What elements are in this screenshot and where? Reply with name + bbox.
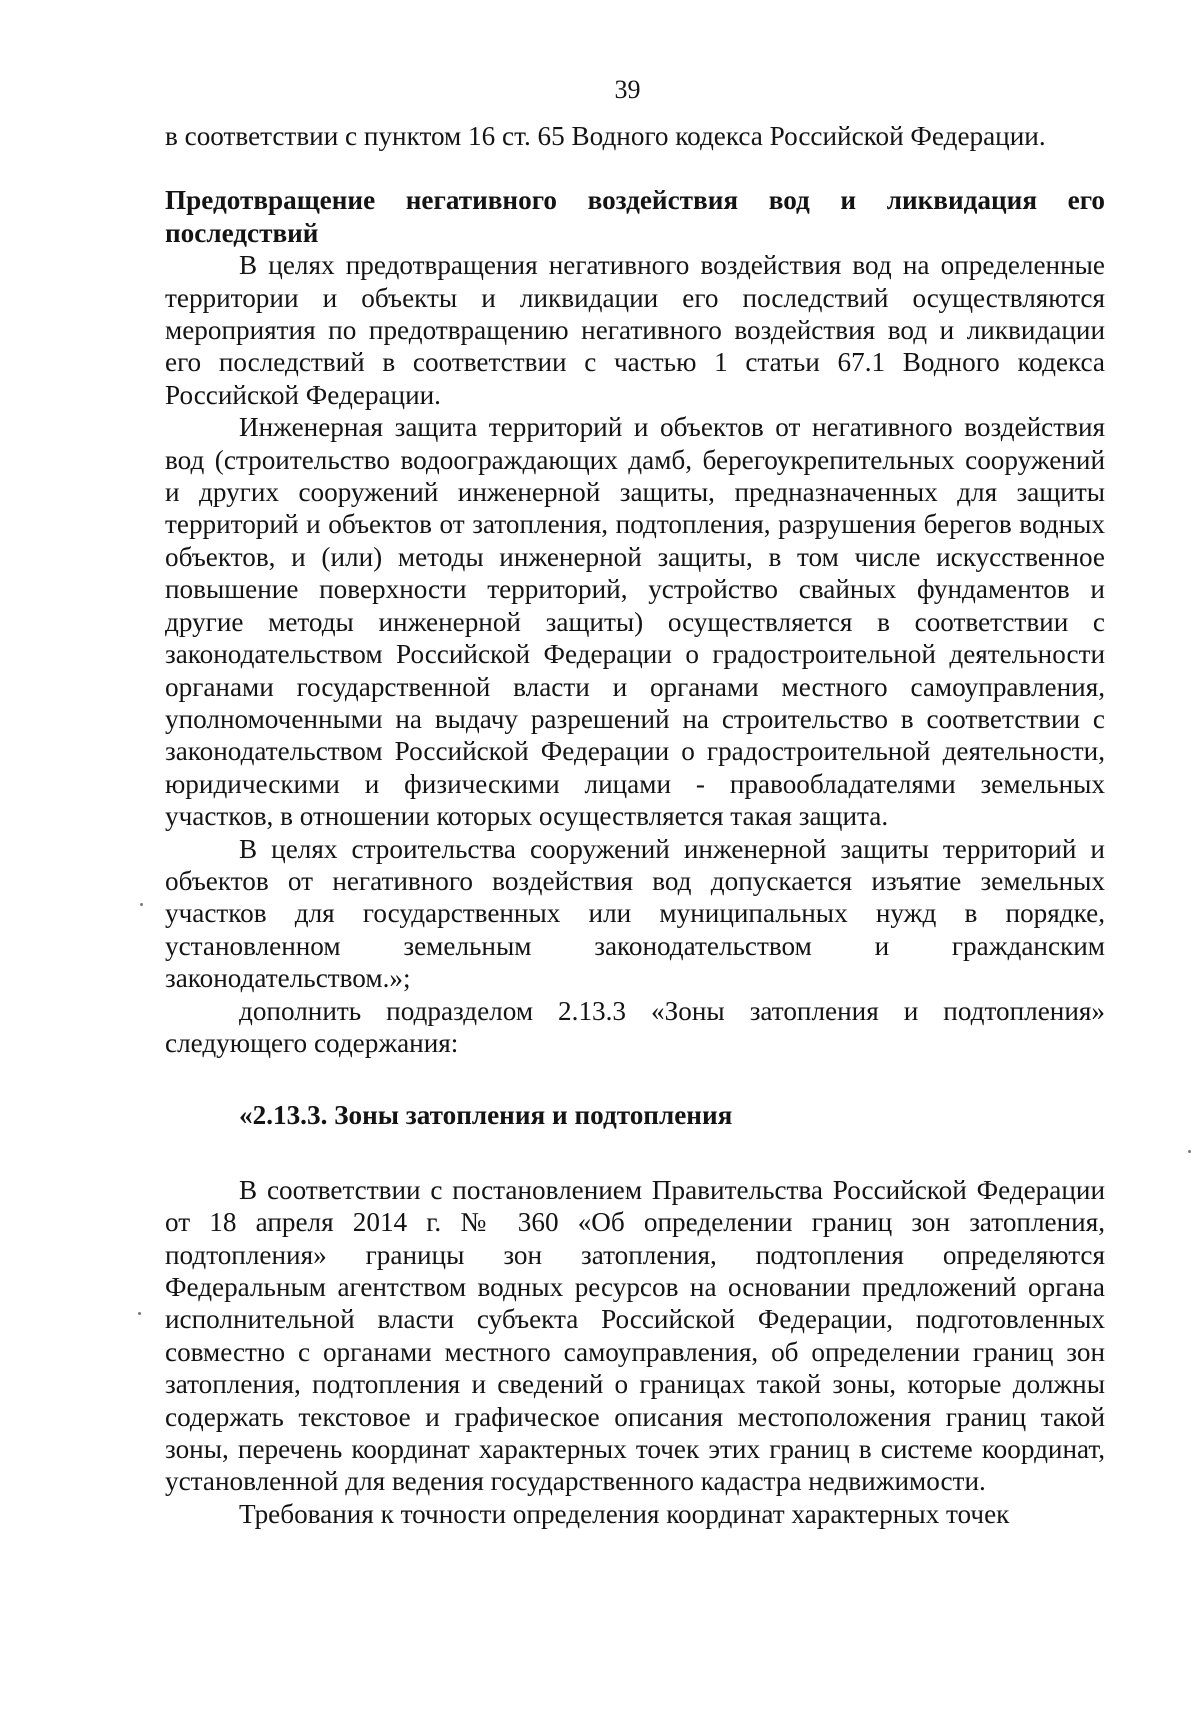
scan-speck xyxy=(1188,1150,1191,1153)
paragraph-engineering-protection: Инженерная защита территорий и объектов от негативного воздействия вод (строительство водоограждающих дамб, берегоукрепительных сооружений и других сооружений инженерной защиты, предназначенных для защиты территорий и объектов от затопления, подтопления, разрушения берегов водных объектов, и (или) методы инженерной защиты, в том числе искусственное повышение поверхности территорий, устройство свайных фундаментов и другие методы инженерной защиты) осуществляется в соответствии с законодательством Российской Федерации о градостроительной деятельности органами государственной власти и органами местного самоуправления, уполномоченными на выдачу разрешений на строительство в соответствии с законодательством Российской Федерации о градостроительной деятельности, юридическими и физическими лицами - правообладателями земельных участков, в отношении которых осуществляется такая защита. xyxy=(165,412,1105,832)
paragraph-continuation: в соответствии с пунктом 16 ст. 65 Водного кодекса Российской Федерации. xyxy=(165,121,1046,151)
paragraph-add-subsection: дополнить подразделом 2.13.3 «Зоны затопления и подтопления» следующего содержания: xyxy=(165,995,1105,1058)
paragraph-coordinate-accuracy: Требования к точности определения координат характерных точек xyxy=(239,1498,1010,1529)
page-number: 39 xyxy=(614,75,641,104)
subsection-heading-flood-zones: «2.13.3. Зоны затопления и подтопления xyxy=(239,1100,733,1131)
paragraph-land-seizure: В целях строительства сооружений инженерной защиты территорий и объектов от негативного воздействия вод допускается изъятие земельных участков для государственных или муниципальных нужд в порядке, установленном земельным законодательством и гражданским законодательством.»; xyxy=(165,833,1105,994)
paragraph-prevention-measures: В целях предотвращения негативного воздействия вод на определенные территории и объекты и ликвидации его последствий осуществляются мероприятия по предотвращению негативного воздействия вод и ликвидации его последствий в соответствии с частью 1 статьи 67.1 Водного кодекса Российской Федерации. xyxy=(165,250,1105,410)
paragraph-flood-zone-boundaries: В соответствии с постановлением Правительства Российской Федерации от 18 апреля 2014 г. № 360 «Об определении границ зон затопления, подтопления» границы зон затопления, подтопления определяются Федеральным агентством водных ресурсов на основании предложений органа исполнительной власти субъекта Российской Федерации, подготовленных совместно с органами местного самоуправления, об определении границ зон затопления, подтопления и сведений о границах такой зоны, которые должны содержать текстовое и графическое описания местоположения границ такой зоны, перечень координат характерных точек этих границ в системе координат, установленной для ведения государственного кадастра недвижимости. xyxy=(165,1174,1105,1497)
section-heading-negative-impact: Предотвращение негативного воздействия вод и ликвидация его последствий xyxy=(165,185,1105,248)
scan-speck xyxy=(140,903,143,906)
scan-speck xyxy=(138,1312,141,1315)
document-body xyxy=(165,120,1105,1530)
